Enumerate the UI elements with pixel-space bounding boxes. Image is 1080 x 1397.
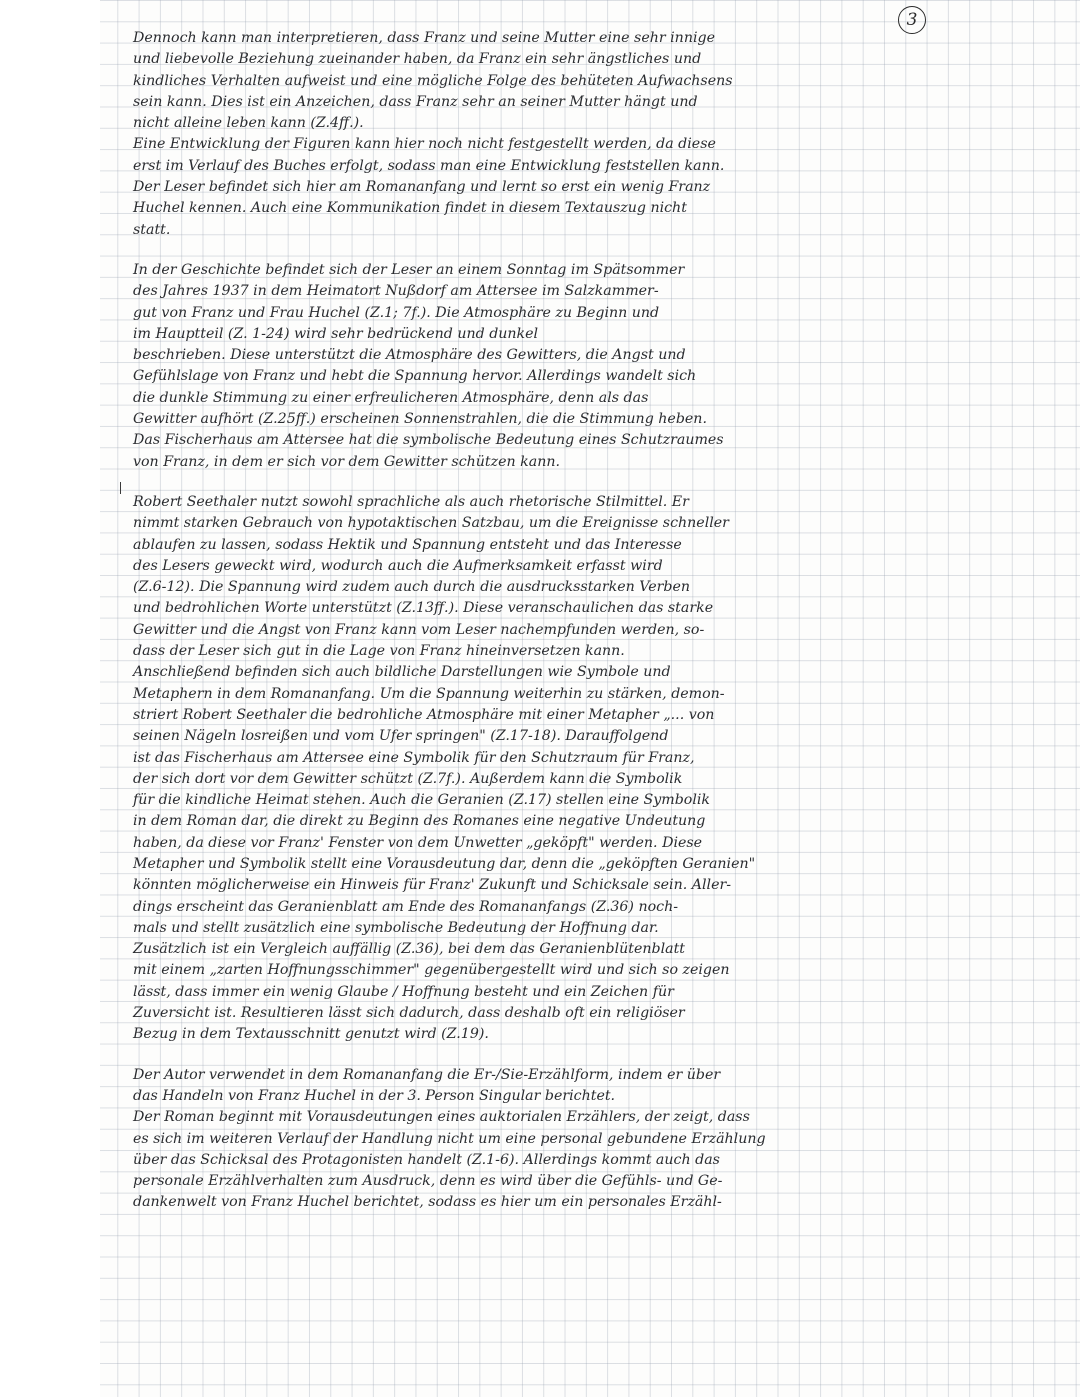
text-line: das Handeln von Franz Huchel in der 3. Person Singular berichtet.	[133, 1087, 616, 1104]
text-line: kindliches Verhalten aufweist und eine mögliche Folge des behüteten Aufwachsens	[133, 72, 733, 89]
text-line: seinen Nägeln losreißen und vom Ufer springen" (Z.17-18). Darauffolgend	[133, 728, 669, 745]
text-line: Gewitter und die Angst von Franz kann vom Leser nachempfunden werden, so-	[133, 621, 705, 638]
paragraph	[133, 494, 823, 1048]
text-line: nimmt starken Gebrauch von hypotaktischen Satzbau, um die Ereignisse schneller	[133, 515, 729, 532]
text-line: gut von Franz und Frau Huchel (Z.1; 7f.). Die Atmosphäre zu Beginn und	[133, 304, 660, 321]
text-line: die dunkle Stimmung zu einer erfreulicheren Atmosphäre, denn als das	[133, 389, 649, 406]
text-line: In der Geschichte befindet sich der Leser an einem Sonntag im Spätsommer	[133, 261, 685, 278]
text-line: ablaufen zu lassen, sodass Hektik und Spannung entsteht und das Interesse	[133, 536, 682, 553]
text-line: in dem Roman dar, die direkt zu Beginn des Romanes eine negative Undeutung	[133, 813, 706, 830]
text-line: Zusätzlich ist ein Vergleich auffällig (Z.36), bei dem das Geranienblütenblatt	[133, 941, 685, 958]
text-line: Huchel kennen. Auch eine Kommunikation findet in diesem Textauszug nicht	[133, 200, 687, 217]
text-line: des Jahres 1937 in dem Heimatort Nußdorf am Attersee im Salzkammer-	[133, 283, 659, 300]
paragraph	[133, 30, 823, 243]
text-line: sein kann. Dies ist ein Anzeichen, dass Franz sehr an seiner Mutter hängt und	[133, 93, 698, 110]
text-line: dings erscheint das Geranienblatt am Ende des Romananfangs (Z.36) noch-	[133, 898, 679, 915]
paragraph-gap	[133, 1048, 823, 1067]
text-line: Das Fischerhaus am Attersee hat die symbolische Bedeutung eines Schutzraumes	[133, 432, 724, 449]
text-line: dankenwelt von Franz Huchel berichtet, sodass es hier um ein personales Erzähl-	[133, 1194, 722, 1211]
text-line: statt.	[133, 221, 171, 238]
page-number-circle: 3	[898, 6, 926, 34]
text-line: Robert Seethaler nutzt sowohl sprachliche als auch rhetorische Stilmittel. Er	[133, 493, 689, 510]
text-line: Anschließend befinden sich auch bildliche Darstellungen wie Symbole und	[133, 664, 671, 681]
text-line: und bedrohlichen Worte unterstützt (Z.13ff.). Diese veranschaulichen das starke	[133, 600, 714, 617]
text-line: lässt, dass immer ein wenig Glaube / Hoffnung besteht und ein Zeichen für	[133, 983, 674, 1000]
paragraph	[133, 262, 823, 475]
handwritten-text-area	[133, 30, 823, 1216]
text-line: im Hauptteil (Z. 1-24) wird sehr bedrückend und dunkel	[133, 325, 539, 342]
text-line: haben, da diese vor Franz' Fenster von dem Unwetter „geköpft" werden. Diese	[133, 834, 703, 851]
text-line: (Z.6-12). Die Spannung wird zudem auch durch die ausdrucksstarken Verben	[133, 579, 691, 596]
text-line: Gefühlslage von Franz und hebt die Spannung hervor. Allerdings wandelt sich	[133, 368, 697, 385]
left-margin-area	[0, 0, 100, 1397]
text-line: Eine Entwicklung der Figuren kann hier noch nicht festgestellt werden, da diese	[133, 136, 716, 153]
text-line: Der Leser befindet sich hier am Romananfang und lernt so erst ein wenig Franz	[133, 179, 711, 196]
text-line: dass der Leser sich gut in die Lage von Franz hineinversetzen kann.	[133, 643, 625, 660]
text-line: personale Erzählverhalten zum Ausdruck, denn es wird über die Gefühls- und Ge-	[133, 1173, 723, 1190]
text-line: nicht alleine leben kann (Z.4ff.).	[133, 115, 364, 132]
text-line: Gewitter aufhört (Z.25ff.) erscheinen Sonnenstrahlen, die die Stimmung heben.	[133, 411, 707, 428]
text-line: könnten möglicherweise ein Hinweis für Franz' Zukunft und Schicksale sein. Aller-	[133, 877, 732, 894]
text-line: erst im Verlauf des Buches erfolgt, sodass man eine Entwicklung feststellen kann.	[133, 157, 725, 174]
paragraph-gap	[133, 243, 823, 262]
text-line: Der Roman beginnt mit Vorausdeutungen eines auktorialen Erzählers, der zeigt, dass	[133, 1109, 750, 1126]
text-line: von Franz, in dem er sich vor dem Gewitter schützen kann.	[133, 453, 560, 470]
text-line: Metapher und Symbolik stellt eine Vorausdeutung dar, denn die „geköpften Geranien"	[133, 855, 756, 872]
text-line: Zuversicht ist. Resultieren lässt sich dadurch, dass deshalb oft ein religiöser	[133, 1005, 685, 1022]
paragraph	[133, 1067, 823, 1216]
text-line: mit einem „zarten Hoffnungsschimmer" gegenübergestellt wird und sich so zeigen	[133, 962, 730, 979]
paragraph-gap	[133, 475, 823, 494]
text-line: Bezug in dem Textausschnitt genutzt wird (Z.19).	[133, 1026, 489, 1043]
text-line: es sich im weiteren Verlauf der Handlung nicht um eine personal gebundene Erzählung	[133, 1130, 766, 1147]
text-line: der sich dort vor dem Gewitter schützt (Z.7f.). Außerdem kann die Symbolik	[133, 770, 683, 787]
text-line: ist das Fischerhaus am Attersee eine Symbolik für den Schutzraum für Franz,	[133, 749, 695, 766]
text-line: Metaphern in dem Romananfang. Um die Spannung weiterhin zu stärken, demon-	[133, 685, 725, 702]
text-line: mals und stellt zusätzlich eine symbolische Bedeutung der Hoffnung dar.	[133, 919, 659, 936]
text-line: und liebevolle Beziehung zueinander haben, da Franz ein sehr ängstliches und	[133, 51, 702, 68]
text-line: Der Autor verwendet in dem Romananfang die Er-/Sie-Erzählform, indem er über	[133, 1066, 721, 1083]
margin-mark	[120, 482, 121, 494]
text-line: des Lesers geweckt wird, wodurch auch die Aufmerksamkeit erfasst wird	[133, 557, 663, 574]
text-line: beschrieben. Diese unterstützt die Atmosphäre des Gewitters, die Angst und	[133, 347, 686, 364]
text-line: Dennoch kann man interpretieren, dass Franz und seine Mutter eine sehr innige	[133, 30, 715, 46]
text-line: für die kindliche Heimat stehen. Auch die Geranien (Z.17) stellen eine Symbolik	[133, 792, 711, 809]
text-line: über das Schicksal des Protagonisten handelt (Z.1-6). Allerdings kommt auch das	[133, 1151, 720, 1168]
text-line: striert Robert Seethaler die bedrohliche Atmosphäre mit einer Metapher „... von	[133, 706, 715, 723]
